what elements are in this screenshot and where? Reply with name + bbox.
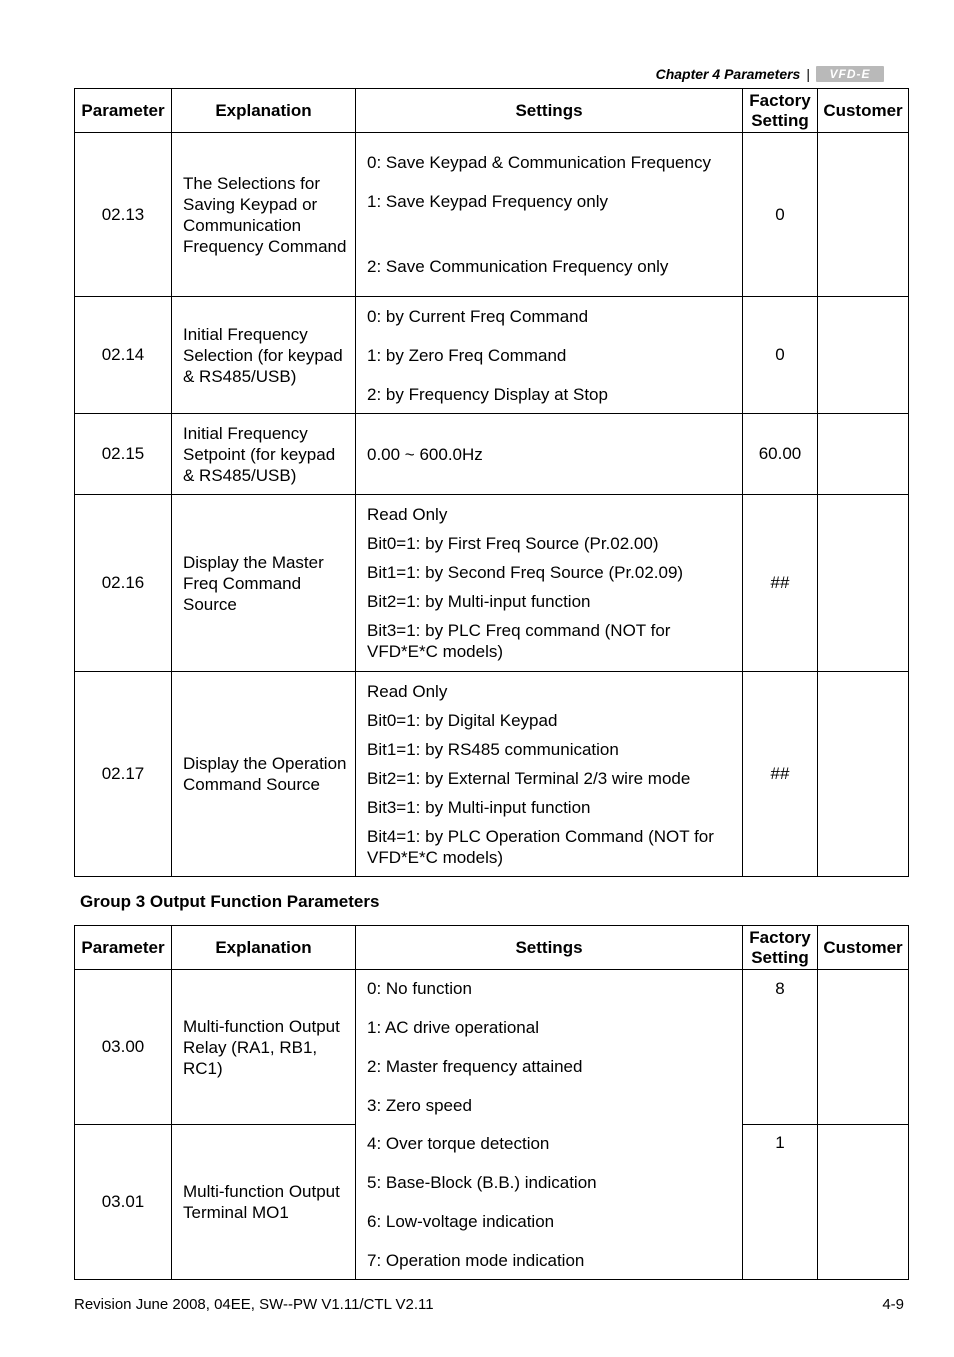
col-explanation: Explanation [172, 926, 356, 970]
parameter-table-group2 [74, 88, 909, 877]
param-id: 02.17 [75, 672, 172, 877]
setting-option: 1: Save Keypad Frequency only [367, 192, 608, 211]
table-header-row [75, 926, 909, 970]
param-id: 02.14 [75, 297, 172, 414]
setting-option: Bit1=1: by RS485 communication [367, 739, 619, 759]
setting-option: 2: Master frequency attained [367, 1057, 583, 1076]
customer-cell [818, 133, 909, 297]
setting-option: 0: No function [367, 979, 472, 998]
param-id: 02.16 [75, 495, 172, 672]
col-parameter: Parameter [75, 89, 172, 133]
col-explanation: Explanation [172, 89, 356, 133]
setting-option: Bit2=1: by External Terminal 2/3 wire mode [367, 768, 691, 788]
param-settings [356, 970, 743, 1280]
param-explanation: Display the Operation Command Source [172, 672, 356, 877]
table-row [75, 133, 909, 297]
factory-setting: 0 [743, 133, 818, 297]
customer-cell [818, 1125, 909, 1280]
param-settings [356, 297, 743, 414]
setting-option: Bit4=1: by PLC Operation Command (NOT for VFD*E*C models) [367, 826, 714, 867]
setting-option: Read Only [367, 505, 448, 524]
header-separator: | [806, 66, 810, 82]
param-settings [356, 495, 743, 672]
table-row [75, 414, 909, 495]
revision-text: Revision June 2008, 04EE, SW--PW V1.11/CTL V2.11 [74, 1296, 434, 1313]
vfd-e-logo: VFD-E [816, 66, 884, 82]
param-settings [356, 414, 743, 495]
param-id: 03.00 [75, 970, 172, 1125]
col-settings: Settings [356, 89, 743, 133]
param-settings [356, 133, 743, 297]
table-header-row [75, 89, 909, 133]
factory-setting: ## [743, 672, 818, 877]
chapter-title: Chapter 4 Parameters [655, 66, 801, 82]
setting-option: 2: Save Communication Frequency only [367, 257, 669, 276]
customer-cell [818, 414, 909, 495]
param-id: 02.15 [75, 414, 172, 495]
customer-cell [818, 297, 909, 414]
factory-setting: 60.00 [743, 414, 818, 495]
col-customer: Customer [818, 926, 909, 970]
page-number: 4-9 [882, 1296, 904, 1313]
table-row [75, 297, 909, 414]
col-parameter: Parameter [75, 926, 172, 970]
setting-option: 2: by Frequency Display at Stop [367, 384, 608, 404]
param-explanation: Initial Frequency Setpoint (for keypad & RS485/USB) [172, 414, 356, 495]
setting-option: 6: Low-voltage indication [367, 1212, 555, 1231]
setting-option: 1: by Zero Freq Command [367, 345, 567, 365]
col-factory-setting: Factory Setting [743, 89, 818, 133]
param-explanation: Multi-function Output Terminal MO1 [172, 1125, 356, 1280]
table-row [75, 672, 909, 877]
page-footer [74, 1296, 904, 1313]
setting-option: Bit3=1: by Multi-input function [367, 797, 591, 817]
param-id: 03.01 [75, 1125, 172, 1280]
param-explanation: Multi-function Output Relay (RA1, RB1, RC1) [172, 970, 356, 1125]
setting-option: 4: Over torque detection [367, 1134, 550, 1153]
setting-option: 0: by Current Freq Command [367, 306, 589, 326]
setting-option: Bit2=1: by Multi-input function [367, 592, 591, 611]
col-factory-setting: Factory Setting [743, 926, 818, 970]
table-row [75, 970, 909, 1125]
page-header [656, 66, 884, 82]
table-row [75, 495, 909, 672]
factory-setting: 1 [743, 1125, 818, 1280]
setting-option: 7: Operation mode indication [367, 1251, 585, 1270]
setting-option: 5: Base-Block (B.B.) indication [367, 1173, 597, 1192]
setting-option: Bit3=1: by PLC Freq command (NOT for VFD*E*C models) [367, 621, 671, 661]
setting-option: 1: AC drive operational [367, 1018, 539, 1037]
group-3-title: Group 3 Output Function Parameters [80, 892, 380, 911]
customer-cell [818, 672, 909, 877]
factory-setting: 0 [743, 297, 818, 414]
customer-cell [818, 970, 909, 1125]
setting-option: Bit0=1: by First Freq Source (Pr.02.00) [367, 534, 659, 553]
setting-option: Bit1=1: by Second Freq Source (Pr.02.09) [367, 563, 684, 582]
setting-option: 0: Save Keypad & Communication Frequency [367, 153, 711, 172]
col-settings: Settings [356, 926, 743, 970]
param-explanation: The Selections for Saving Keypad or Communication Frequency Command [172, 133, 356, 297]
setting-option: Read Only [367, 681, 448, 701]
param-settings [356, 672, 743, 877]
setting-option: Bit0=1: by Digital Keypad [367, 710, 558, 730]
param-id: 02.13 [75, 133, 172, 297]
col-customer: Customer [818, 89, 909, 133]
setting-option: 3: Zero speed [367, 1096, 472, 1115]
param-explanation: Initial Frequency Selection (for keypad & RS485/USB) [172, 297, 356, 414]
setting-option: 0.00 ~ 600.0Hz [367, 444, 483, 464]
factory-setting: ## [743, 495, 818, 672]
customer-cell [818, 495, 909, 672]
factory-setting: 8 [743, 970, 818, 1125]
param-explanation: Display the Master Freq Command Source [172, 495, 356, 672]
parameter-table-group3 [74, 925, 909, 1280]
